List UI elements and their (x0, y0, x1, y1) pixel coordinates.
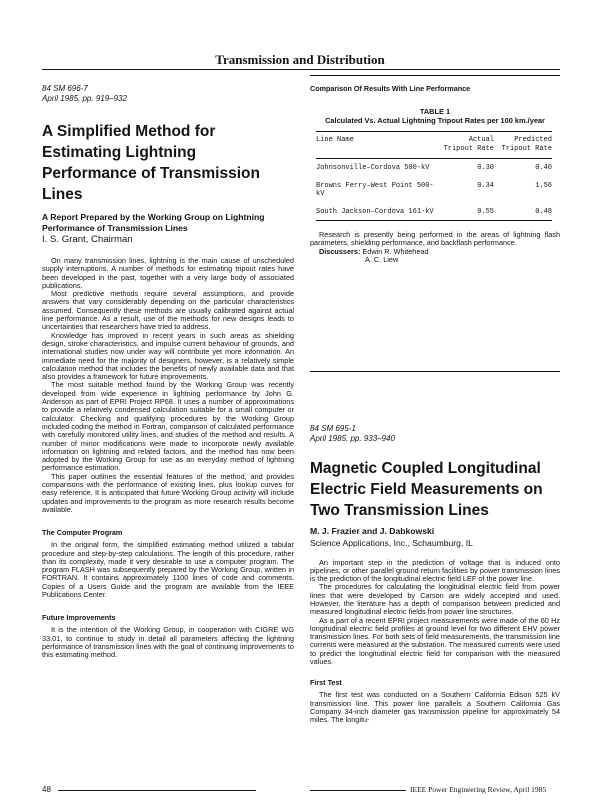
discussers-block (310, 256, 560, 264)
discussers-block (310, 248, 560, 256)
research-note (310, 231, 560, 248)
body-paragraph: An important step in the prediction of voltage that is induced onto pipelines, or other parallel ground return facilities by power transmission lines is the prediction of the longitudinal electric field LEF of the power line. (310, 557, 560, 584)
footer-rule-left (58, 790, 256, 791)
table-cell: Browns Ferry–West Point 500-kV (316, 181, 434, 198)
body-paragraph: On many transmission lines, lightning is the main cause of unscheduled supply interruptions. A number of methods for estimating tripout rates have been developed in the past, together with a very large body of associated publications. (42, 256, 294, 290)
paper-citation: April 1985, pp. 919–932 (42, 94, 127, 103)
table-cell: 0.34 (477, 181, 494, 190)
paper-id: 84 SM 695-1 (310, 424, 356, 433)
paper-affiliation: Science Applications, Inc., Schaumburg, IL (310, 537, 473, 548)
header-rule (42, 69, 560, 70)
table-cell: 0.30 (477, 164, 494, 172)
paper-title: A Simplified Method for Estimating Lightning Performance of Transmission Lines (42, 123, 260, 203)
section-body (310, 691, 560, 724)
table-header-cell: Predicted Tripout Rate (501, 136, 552, 153)
section-body (42, 626, 294, 659)
page-number: 48 (42, 785, 51, 794)
body-paragraph: The procedures for calculating the longitudinal electric field from power lines that were developed by Carson are widely accepted and used. However, the literature has a depth of comparison between predicted and measured longitudinal electric fields from power line structures. (310, 582, 560, 617)
paper-citation: April 1985, pp. 933–940 (310, 434, 395, 443)
right-column (310, 84, 560, 725)
table-cell: Johnsonville–Cordova 500-kV (316, 164, 430, 172)
body-paragraph: This paper outlines the essential features of the method, and provides comparisons with the performance of existing lines, plus lookup curves for easy reference. It is anticipated that future Working Group activity will include updates and improvements to the program as more research results become available. (42, 471, 294, 514)
table-cell: 0.48 (535, 207, 552, 216)
body-paragraph: In the original form, the simplified estimating method utilized a tabular procedure and step-by-step calculations. The length of this procedure, rather than its complexity, made it very desirable to use a computer program. The program FLASH was subsequently prepared by the Working Group, written in FORTRAN. It contains approximately 1100 lines of code and comments. Copies of a Users Guide and the program are available from the IEEE Publications Center. (42, 540, 294, 599)
section-header: Transmission and Distribution (215, 52, 385, 67)
table-caption: Calculated Vs. Actual Lightning Tripout Rates per 100 km./year (325, 116, 545, 125)
table-cell: South Jackson–Cordova 161-kV (316, 207, 434, 216)
body-paragraph: Knowledge has improved in recent years in such areas as shielding design, stroke characteristics, and impulse current behaviour of grounds, and international studies now under way will contribute yet more information. An immediate need for the majority of designers, however, is a relatively simple calculation method that includes the benefits of newly available data and that also provides a framework for future improvements. (42, 330, 294, 382)
discussers-label: Discussers: (319, 246, 361, 256)
journal-footer: IEEE Power Engineering Review, April 1985 (410, 785, 547, 794)
paper-title: Magnetic Coupled Longitudinal Electric Field Measurements on Two Transmission Lines (310, 460, 543, 519)
discusser-name: Edwin R. Whitehead (362, 246, 429, 256)
comparison-heading: Comparison Of Results With Line Performance (310, 84, 471, 93)
paper-subtitle: A Report Prepared by the Working Group on Lightning Performance of Transmission Lines (42, 212, 265, 233)
table-row (316, 177, 552, 203)
body-paragraph: Most predictive methods require several assumptions, and provide answers that vary considerably depending on the particular characteristics assumed. Consequently these methods are usually calibrated against actual line performance. As a result, use of the methods for new designs leads to uncertainties that researchers have tried to address. (42, 289, 294, 332)
table-label: TABLE 1 (419, 107, 451, 116)
table-header-cell: Actual Tripout Rate (443, 136, 494, 153)
section-heading: First Test (310, 678, 342, 688)
discusser-name: A. C. Liew (365, 254, 399, 264)
table-cell: 0.40 (535, 164, 552, 172)
body-paragraph: The first test was conducted on a Southern California Edison 525 kV transmission line. This power line parallels a Southern California Gas Company 34-inch diameter gas transmission pipeline for approximately 54 miles. The longitu- (310, 690, 560, 725)
paper-authors: M. J. Frazier and J. Dabkowski (310, 526, 435, 536)
paper-abstract (42, 257, 294, 514)
section-body (42, 541, 294, 599)
article-separator (310, 371, 560, 372)
right-column-rule (310, 75, 560, 76)
body-paragraph: Research is presently being performed in the areas of lightning flash parameters, shielding performance, and backflash performance. (310, 230, 560, 248)
paper-abstract (310, 559, 560, 667)
body-paragraph: It is the intention of the Working Group, in cooperation with CIGRE WG 33.01, to continue to study in detail all parameters affecting the lightning performance of transmission lines with the goal of continuing improvements to this estimating method. (42, 625, 294, 660)
paper-chairman: I. S. Grant, Chairman (42, 234, 133, 245)
section-heading: The Computer Program (42, 528, 123, 538)
second-paper (310, 424, 560, 725)
table-cell: 1.56 (535, 181, 552, 190)
tripout-table (316, 131, 552, 221)
footer-rule-right (310, 790, 406, 791)
body-paragraph: The most suitable method found by the Working Group was recently developed from wide experience in lightning performance by John G. Anderson as part of EPRI Project RP68. It uses a number of approximations to provide a relatively condensed calculation suitable for a small computer or calculator. Checking and qualifying procedures by the Working Group included coding the method in Fortran, comparison of calculated performance with carefully monitored utility lines, and studies of the method and results. A number of minor modifications were made to incorporate newly available information on lightning and related factors, and the method has now been adopted by the Working Group for use as an everyday method of lightning performance estimation. (42, 380, 294, 473)
table-rule (316, 220, 552, 221)
body-paragraph: As a part of a recent EPRI project measurements were made of the 60 Hz longitudinal electric field profiles at ground level for two different EHV power transmission lines. For both sets of field measurements, the transmission line currents were measured at the substation. The measured currents were used to predict the longitudinal electric field for comparison with the measured values. (310, 615, 560, 667)
table-header-row (316, 132, 552, 158)
table-row (316, 203, 552, 221)
left-column (42, 84, 294, 659)
section-heading: Future Improvements (42, 613, 116, 623)
table-cell: 0.55 (477, 207, 494, 216)
paper-id: 84 SM 696-7 (42, 84, 88, 93)
table-header-cell: Line Name (316, 136, 354, 144)
table-row (316, 159, 552, 177)
